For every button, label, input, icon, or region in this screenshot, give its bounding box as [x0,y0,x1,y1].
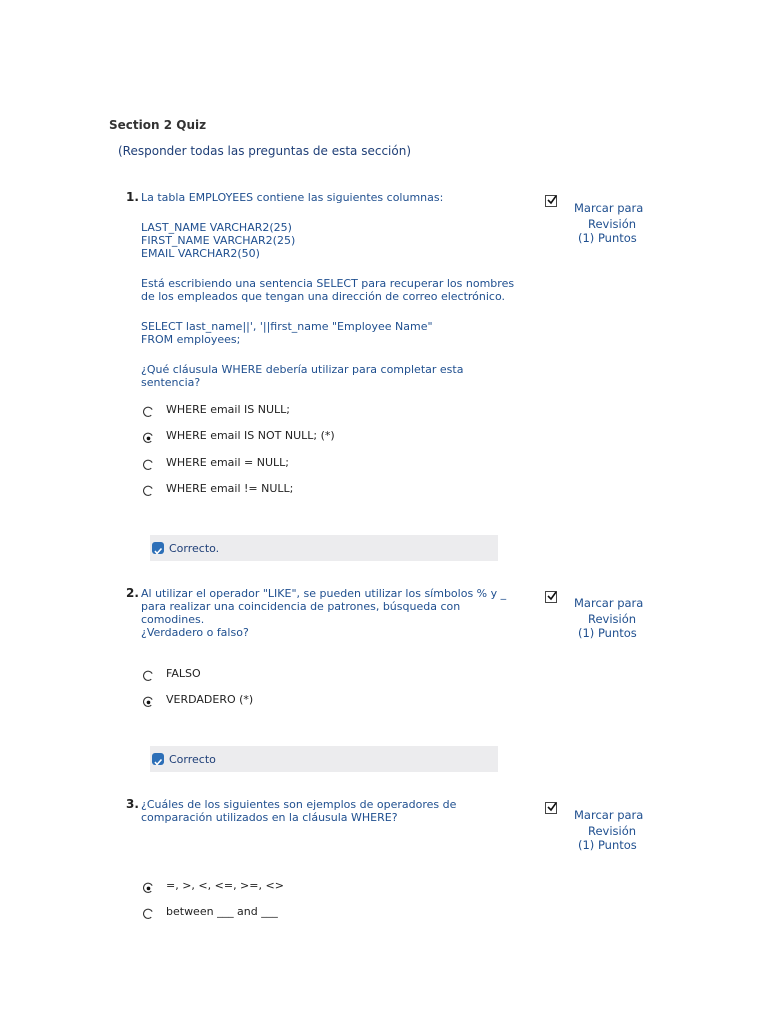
mark-review-label [574,807,643,853]
answer-label: WHERE email IS NOT NULL; (*) [166,429,335,442]
mark-review-label [574,200,643,246]
points-label: (1) Puntos [578,231,637,245]
question-number: 1. [126,190,139,204]
checkmark-icon [546,590,558,602]
feedback-text: Correcto [169,753,216,766]
question-paragraph: Al utilizar el operador "LIKE", se pueden utilizar los símbolos % y _ para realizar una coincidencia de patrones, búsqueda con comodines. ¿Verdadero o falso? [141,587,507,639]
radio-unselected-icon[interactable] [143,459,154,470]
mark-review-checkbox[interactable] [545,591,557,603]
mark-review-line2: Revisión [588,612,637,626]
radio-unselected-icon[interactable] [143,406,154,417]
question-text [141,798,521,824]
answer-label: WHERE email IS NULL; [166,403,290,416]
question-text [141,191,521,389]
quiz-subtitle: (Responder todas las preguntas de esta sección) [118,144,412,158]
question-text [141,587,521,639]
mark-review-line1: Marcar para [574,808,644,822]
question-paragraph: LAST_NAME VARCHAR2(25) FIRST_NAME VARCHAR2(25) EMAIL VARCHAR2(50) [141,221,296,260]
answer-label: between ___ and ___ [166,905,278,918]
quiz-title: Section 2 Quiz [109,118,207,132]
checkmark-icon [546,801,558,813]
mark-review-line1: Marcar para [574,201,644,215]
question-number: 2. [126,586,139,600]
question-paragraph: SELECT last_name||', '||first_name "Employee Name" FROM employees; [141,320,433,346]
answer-label: =, >, <, <=, >=, <> [166,879,284,892]
radio-unselected-icon[interactable] [143,485,154,496]
answer-label: VERDADERO (*) [166,693,254,706]
mark-review-line1: Marcar para [574,596,644,610]
question-paragraph: Está escribiendo una sentencia SELECT para recuperar los nombres de los empleados que tengan una dirección de correo electrónico. [141,277,515,303]
radio-selected-icon[interactable] [143,882,154,893]
question-paragraph: ¿Qué cláusula WHERE debería utilizar para completar esta sentencia? [141,363,464,389]
answer-label: FALSO [166,667,201,680]
radio-unselected-icon[interactable] [143,908,154,919]
mark-review-label [574,595,643,641]
checkmark-icon [546,194,558,206]
feedback-box [150,535,498,561]
points-label: (1) Puntos [578,838,637,852]
mark-review-line2: Revisión [588,217,637,231]
radio-selected-icon[interactable] [143,696,154,707]
question-paragraph: La tabla EMPLOYEES contiene las siguientes columnas: [141,191,444,204]
radio-unselected-icon[interactable] [143,670,154,681]
answer-label: WHERE email = NULL; [166,456,289,469]
check-icon [152,542,164,554]
points-label: (1) Puntos [578,626,637,640]
question-paragraph: ¿Cuáles de los siguientes son ejemplos de operadores de comparación utilizados en la cláusula WHERE? [141,798,457,824]
radio-selected-icon[interactable] [143,432,154,443]
check-icon [152,753,164,765]
mark-review-checkbox[interactable] [545,802,557,814]
mark-review-line2: Revisión [588,824,637,838]
question-number: 3. [126,797,139,811]
feedback-box [150,746,498,772]
answer-label: WHERE email != NULL; [166,482,294,495]
feedback-text: Correcto. [169,542,220,555]
mark-review-checkbox[interactable] [545,195,557,207]
